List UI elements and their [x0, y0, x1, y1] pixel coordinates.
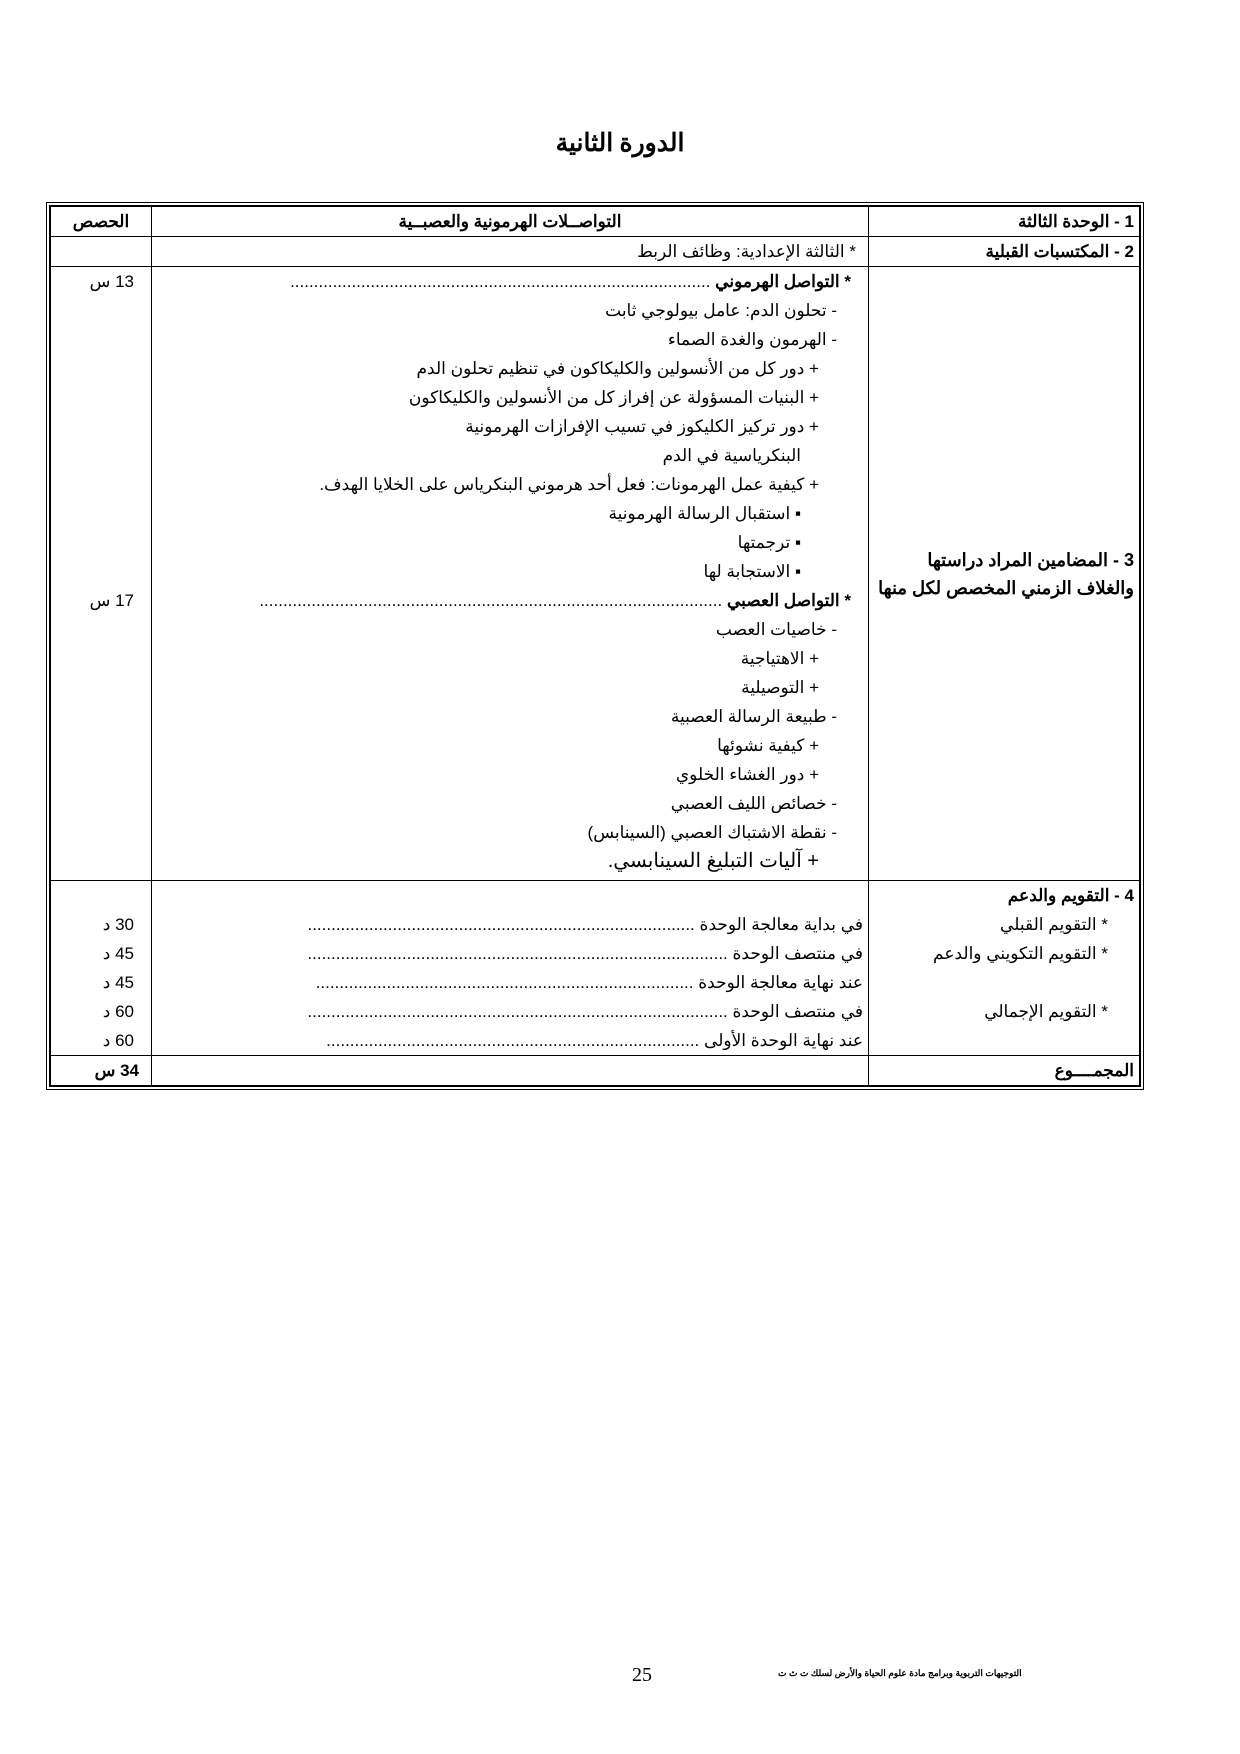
- unit-title: التواصــلات الهرمونية والعصبــية: [152, 207, 869, 237]
- session-time: [56, 470, 146, 499]
- content-line: + التوصيلية: [741, 678, 819, 697]
- content-line: + دور الغشاء الخلوي: [675, 765, 819, 784]
- content-line: - نقطة الاشتباك العصبي (السينابس): [587, 823, 837, 842]
- session-time: [56, 818, 146, 847]
- session-time: [56, 644, 146, 673]
- evaluation-moment: عند نهاية معالجة الوحدة ................................................................................: [315, 973, 863, 992]
- evaluation-types: [869, 881, 1140, 1056]
- evaluation-time: 45 د: [102, 973, 134, 992]
- evaluation-moments: [152, 881, 869, 1056]
- prerequisites-row: [51, 237, 1140, 267]
- content-line: + البنيات المسؤولة عن إفراز كل من الأنسولين والكليكاكون: [408, 388, 819, 407]
- content-line: * التواصل العصبي ..................................................................................................: [259, 591, 851, 610]
- evaluation-moment: في منتصف الوحدة .........................................................................................: [307, 1002, 863, 1021]
- session-time: [56, 557, 146, 586]
- session-time: [56, 383, 146, 412]
- curriculum-table: [46, 202, 1144, 1090]
- evaluation-type: * التقويم القبلي: [1000, 915, 1108, 934]
- prerequisites-value: * الثالثة الإعدادية: وظائف الربط: [152, 237, 869, 267]
- prerequisites-label: 2 - المكتسبات القبلية: [869, 237, 1140, 267]
- contents-times: [51, 267, 152, 881]
- content-line: + كيفية عمل الهرمونات: فعل أحد هرموني البنكرياس على الخلايا الهدف.: [319, 475, 819, 494]
- evaluation-time: 60 د: [102, 1031, 134, 1050]
- content-line: + دور تركيز الكليكوز في تسيب الإفرازات الهرمونية: [465, 417, 819, 436]
- evaluation-type: [874, 968, 1134, 997]
- contents-list: [152, 267, 869, 881]
- sessions-header: الحصص: [51, 207, 152, 237]
- content-line: + كيفية نشوئها: [717, 736, 819, 755]
- session-time: [56, 673, 146, 702]
- evaluation-moment: في بداية معالجة الوحدة ..................................................................................: [307, 915, 863, 934]
- session-time: 13 س: [89, 272, 134, 291]
- contents-label: 3 - المضامين المراد دراستها والغلاف الزمني المخصص لكل منها: [869, 267, 1140, 881]
- evaluation-time: 30 د: [102, 915, 134, 934]
- evaluation-moment: في منتصف الوحدة .........................................................................................: [307, 944, 863, 963]
- footer-text: التوجيهات التربوية وبرامج مادة علوم الحياة والأرض لسلك ت ث ت: [778, 1668, 1022, 1678]
- page-number: 25: [632, 1664, 652, 1686]
- content-line: * التواصل الهرموني .........................................................................................: [290, 272, 851, 291]
- unit-label: 1 - الوحدة الثالثة: [869, 207, 1140, 237]
- content-line: + آليات التبليغ السينابسي.: [607, 850, 819, 872]
- total-row: [51, 1056, 1140, 1086]
- contents-row: [51, 267, 1140, 881]
- evaluation-time: 60 د: [102, 1002, 134, 1021]
- content-line: - طبيعة الرسالة العصبية: [670, 707, 837, 726]
- session-time: [56, 412, 146, 441]
- session-time: [56, 354, 146, 383]
- content-line: ▪ الاستجابة لها: [703, 562, 801, 581]
- session-time: [56, 702, 146, 731]
- total-value: 34 س: [51, 1056, 152, 1086]
- content-line: البنكرياسية في الدم: [662, 446, 801, 465]
- evaluation-moment: عند نهاية الوحدة الأولى ...............................................................................: [326, 1031, 863, 1050]
- session-time: [56, 731, 146, 760]
- evaluation-type: [874, 1026, 1134, 1055]
- session-time: [56, 441, 146, 470]
- session-time: [56, 615, 146, 644]
- evaluation-type: * التقويم التكويني والدعم: [933, 944, 1108, 963]
- session-time: [56, 789, 146, 818]
- evaluation-type: * التقويم الإجمالي: [984, 1002, 1108, 1021]
- evaluation-row: [51, 881, 1140, 1056]
- session-time: [56, 325, 146, 354]
- session-time: [56, 296, 146, 325]
- content-line: + الاهتياجية: [740, 649, 819, 668]
- content-line: ▪ استقبال الرسالة الهرمونية: [608, 504, 801, 523]
- evaluation-label: 4 - التقويم والدعم: [1007, 886, 1134, 905]
- evaluation-time: 45 د: [102, 944, 134, 963]
- session-time: [56, 847, 146, 876]
- content-line: ▪ ترجمتها: [737, 533, 801, 552]
- session-time: [56, 528, 146, 557]
- page-title: الدورة الثانية: [555, 130, 685, 157]
- content-line: - الهرمون والغدة الصماء: [667, 330, 837, 349]
- evaluation-times: [51, 881, 152, 1056]
- content-line: - خاصيات العصب: [715, 620, 837, 639]
- total-label: المجمــــوع: [869, 1056, 1140, 1086]
- session-time: 17 س: [89, 591, 134, 610]
- session-time: [56, 760, 146, 789]
- content-line: + دور كل من الأنسولين والكليكاكون في تنظيم تحلون الدم: [416, 359, 819, 378]
- content-line: - تحلون الدم: عامل بيولوجي ثابت: [605, 301, 837, 320]
- table-header-row: [51, 207, 1140, 237]
- content-line: - خصائص الليف العصبي: [670, 794, 837, 813]
- session-time: [56, 499, 146, 528]
